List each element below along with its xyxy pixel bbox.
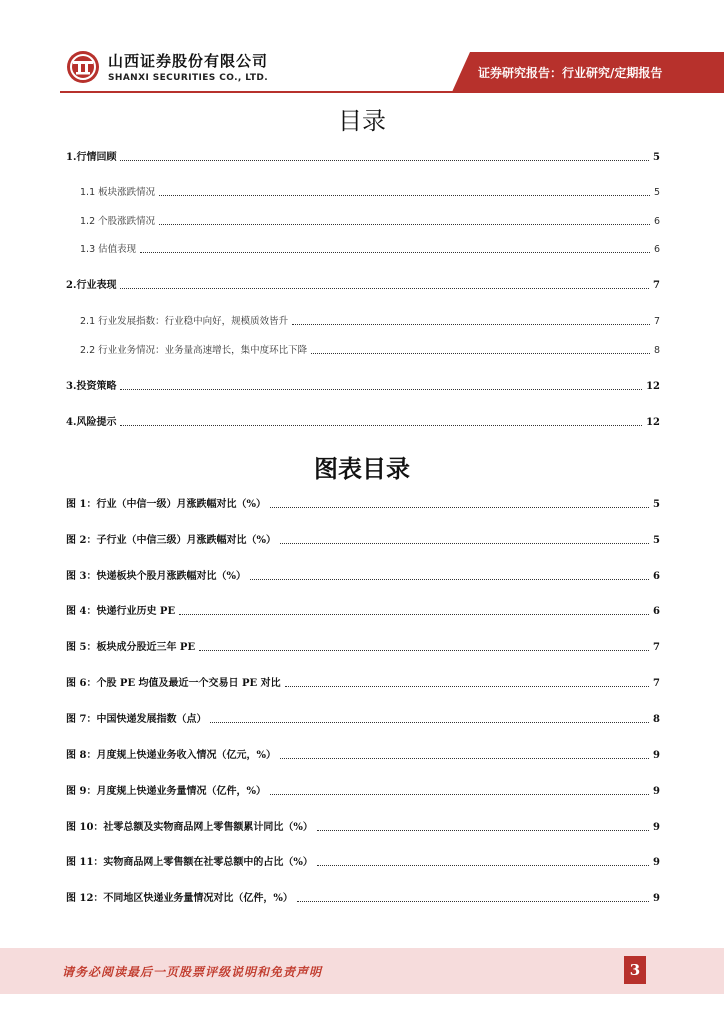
toc-entry-page: 5 [653, 187, 660, 198]
figure-entry[interactable] [66, 708, 660, 726]
leader-dots [120, 288, 649, 289]
leader-dots [280, 543, 649, 544]
toc-entry[interactable] [80, 210, 660, 228]
leader-dots [292, 324, 650, 325]
toc-entry-label: 1.行情回顾 [66, 152, 117, 163]
disclaimer-notice: 请务必阅读最后一页股票评级说明和免责声明 [62, 965, 323, 979]
figure-entry-page: 9 [653, 857, 660, 868]
toc-entry[interactable] [66, 411, 660, 429]
figure-entry[interactable] [66, 493, 660, 511]
company-name-cn: 山西证券股份有限公司 [108, 52, 269, 70]
toc-entry-page: 7 [653, 316, 660, 327]
toc-entry[interactable] [66, 274, 660, 292]
leader-dots [120, 160, 649, 161]
figure-entry-label: 图 6：个股 PE 均值及最近一个交易日 PE 对比 [66, 678, 281, 689]
figure-entry-page: 8 [653, 714, 660, 725]
leader-dots [210, 722, 649, 723]
leader-dots [179, 614, 649, 615]
figure-entry-page: 5 [653, 535, 660, 546]
toc-entry-page: 7 [653, 280, 660, 291]
toc-entry-label: 4.风险提示 [66, 417, 117, 428]
leader-dots [311, 353, 650, 354]
leader-dots [280, 758, 649, 759]
figure-entry[interactable] [66, 565, 660, 583]
leader-dots [120, 389, 642, 390]
figure-entry-page: 7 [653, 642, 660, 653]
toc-entry-label: 1.3 估值表现 [80, 244, 137, 255]
toc-entry-label: 3.投资策略 [66, 381, 117, 392]
figure-entry-page: 9 [653, 750, 660, 761]
figure-entry[interactable] [66, 529, 660, 547]
toc-entry[interactable] [80, 238, 660, 256]
figure-entry[interactable] [66, 672, 660, 690]
figure-entry-page: 6 [653, 571, 660, 582]
figure-entry-label: 图 9：月度规上快递业务量情况（亿件，%） [66, 786, 266, 797]
figure-entry[interactable] [66, 744, 660, 762]
figure-entry-label: 图 4：快递行业历史 PE [66, 606, 176, 617]
figure-entry-label: 图 8：月度规上快递业务收入情况（亿元，%） [66, 750, 276, 761]
toc-entry-page: 6 [653, 216, 660, 227]
toc-entry-page: 12 [646, 381, 660, 392]
figure-entry-label: 图 5：板块成分股近三年 PE [66, 642, 196, 653]
toc-entry-page: 8 [653, 345, 660, 356]
toc-entry-label: 2.1 行业发展指数：行业稳中向好，规模质效皆升 [80, 316, 289, 327]
figure-entry[interactable] [66, 636, 660, 654]
toc-entry-label: 2.行业表现 [66, 280, 117, 291]
company-logo-icon [66, 50, 100, 84]
leader-dots [270, 507, 649, 508]
figure-entry-label: 图 2：子行业（中信三级）月涨跌幅对比（%） [66, 535, 276, 546]
leader-dots [317, 865, 649, 866]
figure-entry-page: 9 [653, 893, 660, 904]
header-divider [60, 91, 724, 93]
page-header [0, 0, 724, 96]
figure-entry[interactable] [66, 851, 660, 869]
figure-entry-label: 图 11：实物商品网上零售额在社零总额中的占比（%） [66, 857, 313, 868]
figure-entry-label: 图 3：快递板块个股月涨跌幅对比（%） [66, 571, 246, 582]
toc-entry-page: 6 [653, 244, 660, 255]
figure-entry-label: 图 10：社零总额及实物商品网上零售额累计同比（%） [66, 822, 313, 833]
toc-entry[interactable] [66, 146, 660, 164]
leader-dots [159, 195, 650, 196]
toc-entry-label: 2.2 行业业务情况：业务量高速增长，集中度环比下降 [80, 345, 308, 356]
leader-dots [159, 224, 650, 225]
page-number: 3 [624, 956, 646, 984]
toc-entry[interactable] [80, 181, 660, 199]
toc-entry[interactable] [66, 375, 660, 393]
toc-entry-page: 12 [646, 417, 660, 428]
leader-dots [250, 579, 649, 580]
figure-entry-page: 9 [653, 786, 660, 797]
leader-dots [285, 686, 649, 687]
leader-dots [297, 901, 649, 902]
toc-entry[interactable] [80, 339, 660, 357]
company-name-en: SHANXI SECURITIES CO., LTD. [108, 73, 269, 83]
toc-entry-label: 1.2 个股涨跌情况 [80, 216, 156, 227]
figure-entry-page: 9 [653, 822, 660, 833]
figure-entry[interactable] [66, 600, 660, 618]
figure-entry[interactable] [66, 780, 660, 798]
figure-entry[interactable] [66, 816, 660, 834]
figure-entry-label: 图 1：行业（中信一级）月涨跌幅对比（%） [66, 499, 266, 510]
company-name [108, 52, 268, 84]
toc-entry-page: 5 [653, 152, 660, 163]
toc-title: 目录 [338, 107, 386, 135]
leader-dots [199, 650, 649, 651]
leader-dots [120, 425, 642, 426]
figure-entry[interactable] [66, 887, 660, 905]
figure-entry-page: 6 [653, 606, 660, 617]
report-type-label: 证券研究报告：行业研究/定期报告 [478, 66, 663, 80]
figure-entry-page: 7 [653, 678, 660, 689]
toc-entry[interactable] [80, 310, 660, 328]
figure-entry-label: 图 7：中国快递发展指数（点） [66, 714, 207, 725]
figure-entry-page: 5 [653, 499, 660, 510]
leader-dots [270, 794, 649, 795]
figures-toc-title: 图表目录 [314, 454, 410, 483]
figure-entry-label: 图 12：不同地区快递业务量情况对比（亿件，%） [66, 893, 293, 904]
leader-dots [140, 252, 650, 253]
toc-entry-label: 1.1 板块涨跌情况 [80, 187, 156, 198]
leader-dots [317, 830, 649, 831]
